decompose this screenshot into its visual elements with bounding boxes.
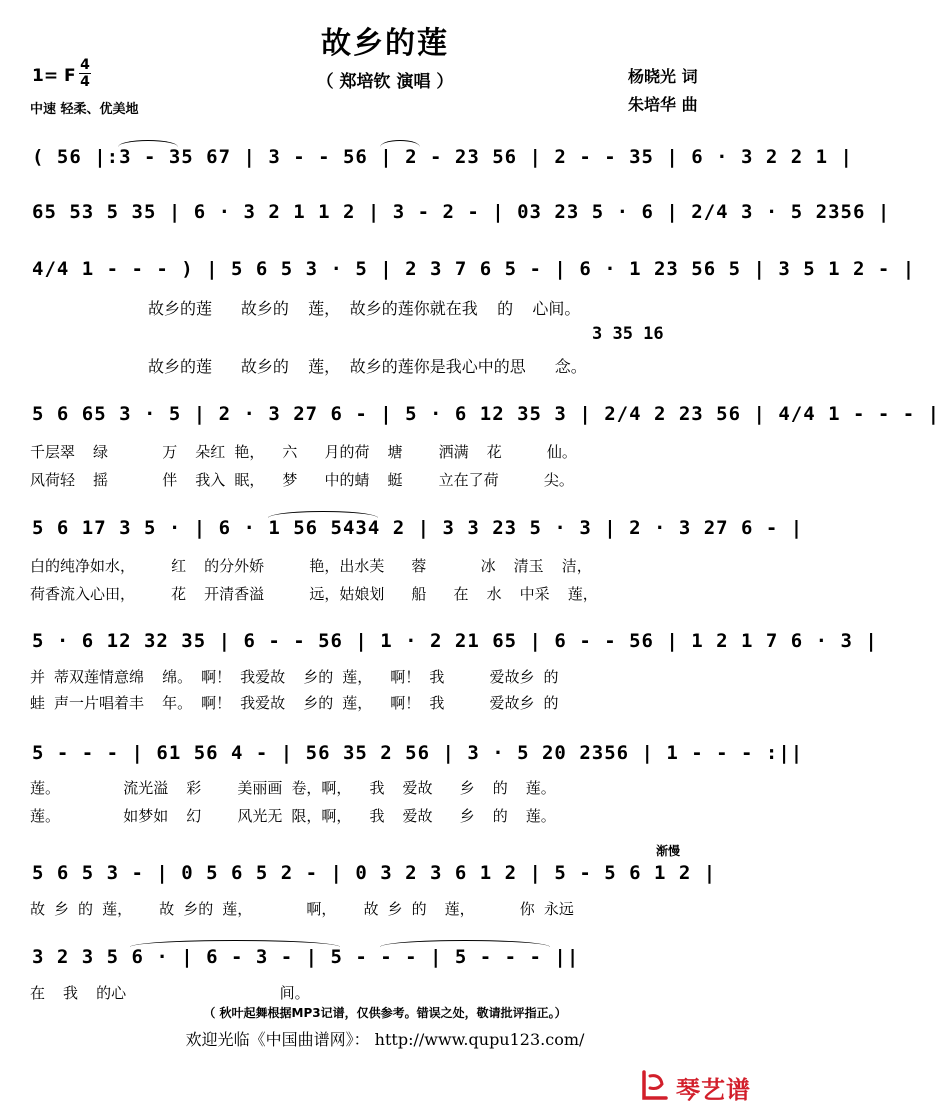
score-system-5: 5 6 17 3 5 · | 6 · 1 56 5434 2 | 3 3 23 5 · 3 | 2 · 3 27 6 - | (32, 517, 804, 539)
composer-credit: 朱培华 曲 (628, 95, 698, 114)
site-logo (638, 1068, 766, 1102)
lyrics-s7-v1: 莲。 流光溢 彩 美丽画 卷，啊， 我 爱故 乡 的 莲。 (30, 779, 556, 797)
score-system-7: 5 - - - | 61 56 4 - | 56 35 2 56 | 3 · 5 20 2356 | 1 - - - :|| (32, 742, 804, 764)
score-system-9: 3 2 3 5 6 · | 6 - 3 - | 5 - - - | 5 - - - || (32, 946, 580, 968)
lyrics-s4-v1: 千层翠 绿 万 朵红 艳， 六 月的荷 塘 洒满 花 仙。 (30, 443, 577, 461)
slur-arc (380, 940, 550, 947)
lyrics-s8-v1: 故 乡 的 莲， 故 乡的 莲， 啊， 故 乡 的 莲， 你 永远 (30, 900, 574, 918)
tempo-hint: 渐慢 (656, 844, 681, 858)
score-system-4: 5 6 65 3 · 5 | 2 · 3 27 6 - | 5 · 6 12 35 3 | 2/4 2 23 56 | 4/4 1 - - - | (32, 403, 940, 425)
lyrics-s3-v1: 故乡的莲 故乡的 莲， 故乡的莲你就在我 的 心间。 (148, 299, 581, 318)
slur-arc (380, 140, 420, 147)
time-signature-bottom: 4 (80, 74, 90, 90)
lyrics-s9-v1: 在 我 的心 间。 (30, 984, 310, 1002)
time-signature (79, 58, 91, 89)
performer-subtitle: （ 郑培钦 演唱 ） (316, 72, 454, 92)
score-system-2: 65 53 5 35 | 6 · 3 2 1 1 2 | 3 - 2 - | 03 23 5 · 6 | 2/4 3 · 5 2356 | (32, 201, 891, 223)
time-signature-top: 4 (80, 57, 90, 73)
logo-text: 琴艺谱 (676, 1076, 751, 1104)
score-system-8: 5 6 5 3 - | 0 5 6 5 2 - | 0 3 2 3 6 1 2 | 5 - 5 6 1 2 | (32, 862, 717, 884)
lyrics-s6-v2: 蛙 声一片唱着丰 年。 啊！ 我爱故 乡的 莲， 啊！ 我 爱故乡 的 (30, 694, 559, 712)
score-system-1: ( 56 |:3 - 35 67 | 3 - - 56 | 2 - 23 56 | 2 - - 35 | 6 · 3 2 2 1 | (32, 146, 853, 168)
slur-arc (268, 511, 378, 518)
tempo-marking: 中速 轻柔、优美地 (30, 102, 139, 117)
lyrics-s4-v2: 风荷轻 摇 伴 我入 眠， 梦 中的蜻 蜓 立在了荷 尖。 (30, 471, 574, 489)
lyrics-s5-v2: 荷香流入心田， 花 开清香溢 远，姑娘划 船 在 水 中采 莲， (30, 585, 598, 603)
lyrics-s3-v2: 故乡的莲 故乡的 莲， 故乡的莲你是我心中的思 念。 (148, 357, 587, 376)
lyrics-s7-v2: 莲。 如梦如 幻 风光无 限，啊， 我 爱故 乡 的 莲。 (30, 807, 556, 825)
extra-notes: 3 35 16 (592, 324, 664, 344)
score-system-6: 5 · 6 12 32 35 | 6 - - 56 | 1 · 2 21 65 | 6 - - 56 | 1 2 1 7 6 · 3 | (32, 630, 878, 652)
score-system-3: 4/4 1 - - - ) | 5 6 5 3 · 5 | 2 3 7 6 5 - | 6 · 1 23 56 5 | 3 5 1 2 - | (32, 258, 916, 280)
song-title: 故乡的莲 (321, 26, 449, 61)
slur-arc (118, 140, 178, 147)
lyrics-s6-v1: 并 蒂双莲情意绵 绵。 啊！ 我爱故 乡的 莲， 啊！ 我 爱故乡 的 (30, 668, 559, 686)
welcome-link[interactable]: 欢迎光临《中国曲谱网》： http://www.qupu123.com/ (185, 1030, 585, 1049)
lyricist-credit: 杨晓光 词 (628, 67, 698, 86)
slur-arc (130, 940, 340, 947)
lyrics-s5-v1: 白的纯净如水， 红 的分外娇 艳，出水芙 蓉 冰 清玉 洁， (30, 557, 592, 575)
transcriber-note: （ 秋叶起舞根据MP3记谱，仅供参考。错误之处，敬请批评指正。） (203, 1006, 567, 1020)
key-signature: 1= F (32, 66, 76, 86)
qin-logo-icon (638, 1068, 672, 1102)
